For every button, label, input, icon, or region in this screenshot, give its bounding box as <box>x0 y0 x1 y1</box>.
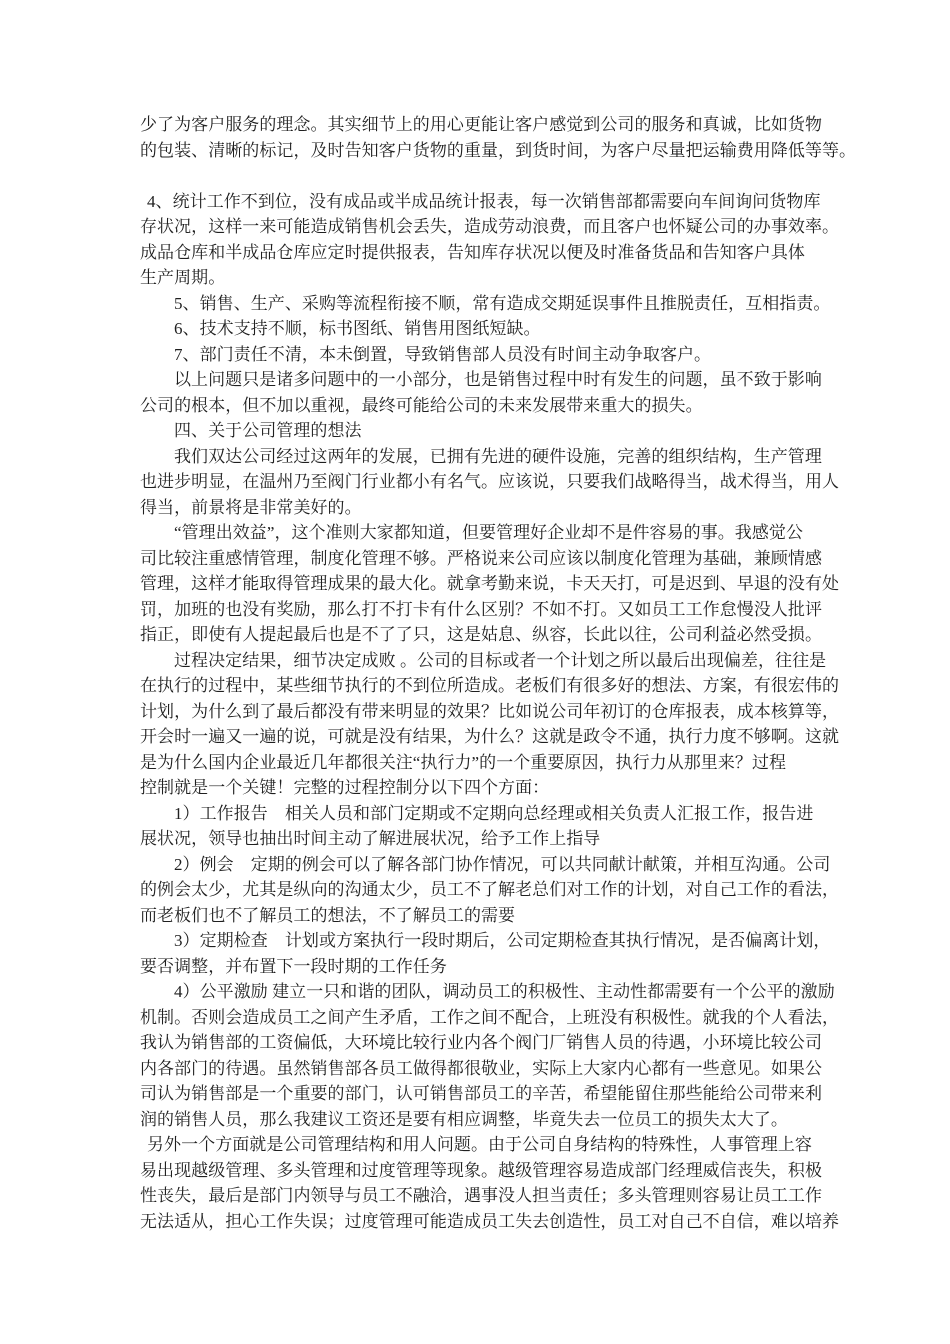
text-line: 润的销售人员，那么我建议工资还是要有相应调整，毕竟失去一位员工的损失太大了。 <box>140 1109 788 1129</box>
text-line: “管理出效益”，这个准则大家都知道，但要管理好企业却不是件容易的事。我感觉公 <box>174 523 803 542</box>
text-line: 过程决定结果，细节决定成败 。公司的目标或者一个计划之所以最后出现偏差，往往是 <box>174 650 827 670</box>
text-line: 也进步明显，在温州乃至阀门行业都小有名气。应该说，只要我们战略得当，战术得当，用人 <box>140 472 840 491</box>
text-line: 在执行的过程中，某些细节执行的不到位所造成。老板们有很多好的想法、方案，有很宏伟的 <box>140 676 840 695</box>
text-line: 展状况，领导也抽出时间主动了解进展状况，给予工作上指导 <box>140 829 601 848</box>
text-line: 控制就是一个关键！完整的过程控制分以下四个方面： <box>140 778 550 797</box>
text-line: 指正，即使有人提起最后也是不了了只，这是姑息、纵容，长此以往，公司利益必然受损。 <box>140 625 822 644</box>
blank-line <box>140 163 840 189</box>
text-line: 少了为客户服务的理念。其实细节上的用心更能让客户感觉到公司的服务和真诚，比如货物 <box>140 115 822 134</box>
text-line: 我们双达公司经过这两年的发展，已拥有先进的硬件设施，完善的组织结构，生产管理 <box>174 446 822 466</box>
text-line: 4）公平激励 建立一只和谐的团队，调动员工的积极性、主动性都需要有一个公平的激励 <box>174 982 835 1001</box>
text-line: 另外一个方面就是公司管理结构和用人问题。由于公司自身结构的特殊性，人事管理上容 <box>147 1135 812 1154</box>
text-line: 生产周期。 <box>140 268 226 287</box>
text-line: 得当，前景将是非常美好的。 <box>140 497 362 517</box>
text-line: 的包装、清晰的标记，及时告知客户货物的重量，到货时间，为客户尽量把运输费用降低等等。 <box>140 140 857 160</box>
text-line: 6、技术支持不顺，标书图纸、销售用图纸短缺。 <box>174 319 541 338</box>
text-line: 的例会太少，尤其是纵向的沟通太少，员工不了解老总们对工作的计划，对自己工作的看法， <box>140 880 840 899</box>
text-line: 2）例会 定期的例会可以了解各部门协作情况，可以共同献计献策，并相互沟通。公司 <box>174 854 831 874</box>
text-line: 要否调整，并布置下一段时期的工作任务 <box>140 956 447 976</box>
text-line: 而老板们也不了解员工的想法，不了解员工的需要 <box>140 905 516 925</box>
text-line: 内各部门的待遇。虽然销售部各员工做得都很敬业，实际上大家内心都有一些意见。如果公 <box>140 1058 822 1078</box>
text-line: 无法适从，担心工作失误；过度管理可能造成员工失去创造性，员工对自己不自信，难以培养 <box>140 1211 840 1231</box>
text-line: 性丧失，最后是部门内领导与员工不融洽，遇事没人担当责任；多头管理则容易让员工工作 <box>140 1186 822 1205</box>
text-line: 3）定期检查 计划或方案执行一段时期后，公司定期检查其执行情况，是否偏离计划， <box>174 931 831 950</box>
text-line: 7、部门责任不清，本未倒置，导致销售部人员没有时间主动争取客户。 <box>174 344 712 364</box>
text-line: 司比较注重感情管理，制度化管理不够。严格说来公司应该以制度化管理为基础，兼顾情感 <box>140 548 822 568</box>
text-line: 存状况，这样一来可能造成销售机会丢失，造成劳动浪费，而且客户也怀疑公司的办事效率。 <box>140 217 840 236</box>
text-line: 成品仓库和半成品仓库应定时提供报表，告知库存状况以便及时准备货品和告知客户具体 <box>140 242 805 262</box>
text-line: 机制。否则会造成员工之间产生矛盾，工作之间不配合，上班没有积极性。就我的个人看法， <box>140 1007 840 1027</box>
document-body <box>140 112 857 1234</box>
text-line: 4、统计工作不到位，没有成品或半成品统计报表，每一次销售部都需要向车间询问货物库 <box>147 191 821 211</box>
text-line: 计划，为什么到了最后都没有带来明显的效果？比如说公司年初订的仓库报表，成本核算等， <box>140 701 840 721</box>
text-line: 四、关于公司管理的想法 <box>174 421 362 440</box>
text-line: 5、销售、生产、采购等流程衔接不顺，常有造成交期延误事件且推脱责任，互相指责。 <box>174 293 831 313</box>
text-line: 1）工作报告 相关人员和部门定期或不定期向总经理或相关负责人汇报工作，报告进 <box>174 803 814 823</box>
text-line: 以上问题只是诸多问题中的一小部分，也是销售过程中时有发生的问题，虽不致于影响 <box>174 370 822 389</box>
text-line: 管理，这样才能取得管理成果的最大化。就拿考勤来说，卡天天打，可是迟到、早退的没有处 <box>140 574 840 593</box>
text-line: 开会时一遍又一遍的说，可就是没有结果，为什么？这就是政令不通，执行力度不够啊。这就 <box>140 727 840 746</box>
text-line: 罚，加班的也没有奖励，那么打不打卡有什么区别？不如不打。又如员工工作怠慢没人批评 <box>140 599 822 619</box>
text-line: 公司的根本，但不加以重视，最终可能给公司的未来发展带来重大的损失。 <box>140 395 703 415</box>
text-line: 易出现越级管理、多头管理和过度管理等现象。越级管理容易造成部门经理威信丧失，积极 <box>140 1160 822 1180</box>
text-line: 我认为销售部的工资偏低，大环境比较行业内各个阀门厂销售人员的待遇，小环境比较公司 <box>140 1033 822 1052</box>
text-line: 司认为销售部是一个重要的部门，认可销售部员工的辛苦，希望能留住那些能给公司带来利 <box>140 1084 822 1103</box>
text-line: 是为什么国内企业最近几年都很关注“执行力”的一个重要原因，执行力从那里来？过程 <box>140 752 787 772</box>
